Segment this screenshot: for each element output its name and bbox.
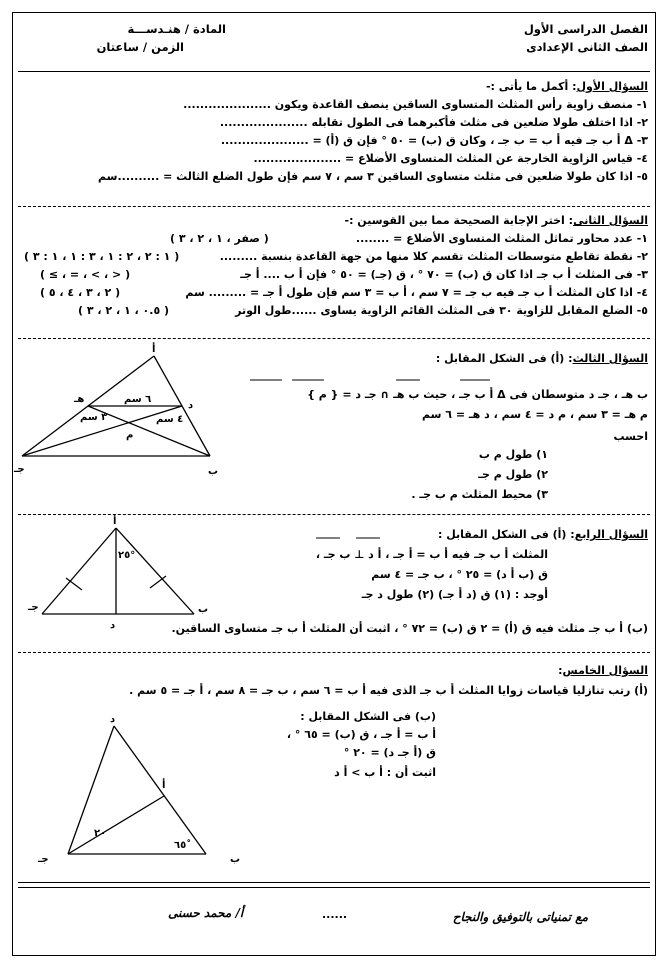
q1-item-1: ١- منصف زاوية رأس المثلث المتساوى الساقين ينصف القاعدة ويكون ..................... bbox=[183, 98, 648, 111]
q2-choices-1: ( صفر ، ١ ، ٢ ، ٣ ) bbox=[170, 232, 269, 245]
footer-divider bbox=[18, 882, 650, 888]
header-divider bbox=[18, 71, 650, 72]
q4-line-2: ق (ب أ د) = ٢٥ ° ، ب جـ = ٤ سم bbox=[371, 568, 548, 581]
q3-line-2: م هـ = ٣ سم ، م د = ٤ سم ، د هـ = ٦ سم bbox=[422, 408, 648, 421]
q1-item-4: ٤- قياس الزاوية الخارجة عن المثلث المتساوى الأضلاع = ..................... bbox=[253, 152, 648, 165]
q1-item-3: ٣- Δ أ ب جـ فيه أ ب = ب جـ ، وكان ق (ب) = ٥٠ ° فإن ق (أ) = ..................... bbox=[220, 134, 648, 147]
q4-title: السؤال الرابع bbox=[574, 528, 648, 541]
q2-choices-5: ( ٠.٥ ، ١ ، ٢ ، ٣ ) bbox=[78, 304, 170, 317]
divider-q1 bbox=[18, 206, 650, 207]
q2-item-5: ٥- الضلع المقابل للزاوية ٣٠ فى المثلث القائم الزاوية يساوى ......طول الوتر bbox=[235, 304, 648, 317]
q3-line-3: احسب bbox=[613, 430, 648, 443]
q4-label-d: د bbox=[110, 620, 116, 631]
q1-title: السؤال الأول bbox=[576, 80, 648, 93]
q5-part-b-2: أ ب = أ جـ ، ق (ب) = ٦٥ ° ، bbox=[286, 728, 436, 741]
q5-label-20: ٢٠ bbox=[94, 828, 107, 839]
header-term: الفصل الدراسى الأول bbox=[523, 22, 648, 36]
q5-part-b-3: ق (أ جـ د) = ٢٠ ° bbox=[343, 746, 436, 759]
q4-label-c: جـ bbox=[28, 602, 39, 613]
q4-heading: السؤال الرابع: (أ) فى الشكل المقابل : bbox=[437, 528, 648, 541]
q3-line-1: ب هـ ، جـ د متوسطان فى Δ أ ب جـ ، حيث ب هـ ∩ جـ د = { م } bbox=[307, 388, 648, 401]
q5-part-b-4: اثبت أن : أ ب > أ د bbox=[334, 766, 436, 779]
q3-label-a: أ bbox=[152, 344, 156, 355]
q3-title: السؤال الثالث bbox=[572, 352, 648, 365]
q5-figure bbox=[30, 712, 260, 872]
q1-item-2: ٢- اذا اختلف طولا ضلعين فى مثلث فأكبرهما فى الطول تقابله ..................... bbox=[219, 116, 648, 129]
q5-part-a: (أ) رتب تنازليا قياسات زوايا المثلث أ ب جـ الذى فيه أ ب = ٦ سم ، ب جـ = ٨ سم ، أ جـ = ٥ سم . bbox=[129, 684, 648, 697]
q3-label-3cm: ٣ سم bbox=[80, 412, 108, 423]
q2-item-1: ١- عدد محاور تماثل المثلث المتساوى الأضلاع = ........ bbox=[355, 232, 648, 245]
footer-dots: ...... bbox=[322, 908, 348, 921]
q3-line-5: ٢) طول م جـ bbox=[478, 468, 548, 481]
divider-q4 bbox=[18, 652, 650, 653]
q2-choices-2: ( ١ : ٢ ، ٢ : ١ ، ٣ : ١ ، ١ : ٣ ) bbox=[24, 250, 180, 263]
q2-item-4: ٤- اذا كان المثلث أ ب جـ فيه ب جـ = ٧ سم ، أ ب = ٣ سم فإن طول أ جـ = ......... سم bbox=[185, 286, 648, 299]
q5-label-b: ب bbox=[230, 854, 241, 865]
q5-label-c: جـ bbox=[38, 854, 49, 865]
q2-item-3: ٣- فى المثلث أ ب جـ اذا كان ق (ب) = ٧٠ ° ، ق (جـ) = ٥٠ ° فإن أ ب .... أ جـ bbox=[240, 268, 648, 281]
q3-label-m: م bbox=[126, 430, 134, 441]
header-grade: الصف الثانى الإعدادى bbox=[526, 40, 648, 54]
q2-title: السؤال الثانى bbox=[573, 214, 648, 227]
q3-label-d: د bbox=[188, 400, 194, 411]
q2-heading: السؤال الثانى: اختر الإجابة الصحيحة مما بين القوسين :- bbox=[344, 214, 648, 227]
q5-title: السؤال الخامس bbox=[562, 664, 648, 677]
q4-label-b: ب bbox=[198, 604, 209, 615]
q4-part-b: (ب) أ ب جـ مثلث فيه ق (أ) = ٢ ق (ب) = ٧٢ ° ، اثبت أن المثلث أ ب جـ متساوى الساقين. bbox=[171, 622, 648, 635]
q3-line-4: ١) طول م ب bbox=[478, 448, 548, 461]
q3-intro: (أ) فى الشكل المقابل : bbox=[435, 352, 565, 365]
footer-teacher: أ/ محمد حسنى bbox=[168, 906, 244, 920]
footer-wish: مع تمنياتى بالتوفيق والنجاح bbox=[452, 910, 588, 924]
q3-label-b: ب bbox=[208, 466, 219, 477]
q5-heading: السؤال الخامس: bbox=[558, 664, 648, 677]
q3-label-4cm: ٤ سم bbox=[156, 414, 184, 425]
q3-line-6: ٣) محيط المثلث م ب جـ . bbox=[411, 488, 548, 501]
q5-label-d: د bbox=[110, 714, 116, 725]
q2-instruction: اختر الإجابة الصحيحة مما بين القوسين :- bbox=[344, 214, 565, 227]
q2-choices-3: ( < ، > ، = ، ≥ ) bbox=[40, 268, 131, 281]
q4-figure bbox=[20, 516, 220, 631]
q1-item-5: ٥- اذا كان طولا ضلعين فى مثلث متساوى الساقين ٣ سم ، ٧ سم فإن طول الضلع الثالث = ..........سم bbox=[98, 170, 648, 183]
q5-label-a: أ bbox=[162, 780, 166, 791]
q2-item-2: ٢- نقطة تقاطع متوسطات المثلث تقسم كلا منها من جهة القاعدة بنسبة ......... bbox=[219, 250, 648, 263]
header-subject: المادة / هنـدســـة bbox=[127, 22, 226, 36]
divider-q3 bbox=[18, 514, 650, 515]
q4-label-angle: ٢٥° bbox=[118, 550, 136, 561]
q4-overbars bbox=[0, 0, 668, 20]
q3-label-6cm: ٦ سم bbox=[124, 394, 152, 405]
q1-instruction: أكمل ما يأتى :- bbox=[485, 80, 569, 93]
q3-label-c: جـ bbox=[14, 464, 25, 475]
header-time: الزمن / ساعتان bbox=[96, 40, 184, 54]
divider-q2 bbox=[18, 338, 650, 339]
q4-line-3: أوجد : (١) ق (د أ جـ) (٢) طول د جـ bbox=[361, 588, 548, 601]
q3-label-h: هـ bbox=[74, 394, 85, 405]
q4-line-1: المثلث أ ب جـ فيه أ ب = أ جـ ، أ د ⊥ ب جـ ، bbox=[315, 548, 548, 561]
q4-label-a: أ bbox=[113, 516, 117, 527]
q3-heading: السؤال الثالث: (أ) فى الشكل المقابل : bbox=[435, 352, 648, 365]
q1-heading: السؤال الأول: أكمل ما يأتى :- bbox=[485, 80, 648, 93]
q2-choices-4: ( ٢ ، ٣ ، ٤ ، ٥ ) bbox=[40, 286, 121, 299]
q3-figure bbox=[14, 344, 224, 480]
q5-label-65: ٦٥ْ bbox=[174, 840, 187, 851]
q5-part-b-1: (ب) فى الشكل المقابل : bbox=[300, 710, 436, 723]
q4-intro: (أ) فى الشكل المقابل : bbox=[437, 528, 567, 541]
